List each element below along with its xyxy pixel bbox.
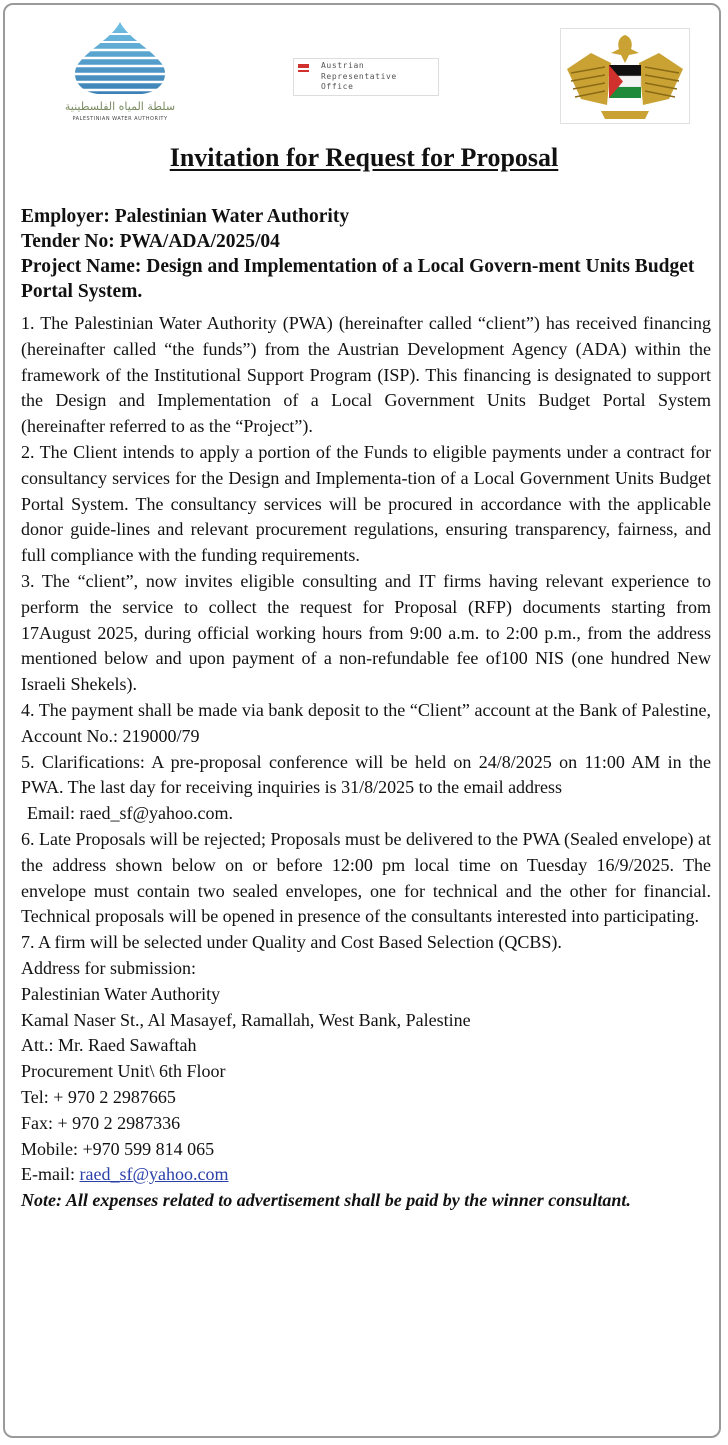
paragraph-7: 7. A firm will be selected under Quality and Cost Based Selection (QCBS). xyxy=(21,932,562,953)
email-link[interactable]: raed_sf@yahoo.com xyxy=(79,1164,229,1185)
advertisement-note: Note: All expenses related to advertisement shall be paid by the winner consultant. xyxy=(21,1190,631,1211)
address-email xyxy=(21,1162,711,1188)
announcement-body xyxy=(21,311,711,1214)
paragraph-1: 1. The Palestinian Water Authority (PWA) (hereinafter called “client”) has received financing (hereinafter called “the funds”) from the Austrian Development Agency (ADA) within the framework of the Institutional Support Program (ISP). This financing is designated to support the Design and Implementation of a Local Government Units Budget Portal System (hereinafter referred to as the “Project”). xyxy=(21,313,711,437)
paragraph-2: 2. The Client intends to apply a portion of the Funds to eligible payments under a contract for consultancy services for the Design and Implementa-tion of a Local Government Units Budget Portal System. The consultancy services will be procured in accordance with the applicable donor guide-lines and relevant procurement regulations, ensuring transparency, fairness, and full compliance with the funding requirements. xyxy=(21,441,711,566)
eagle-emblem-icon xyxy=(561,29,689,123)
pwa-english-name: PALESTINIAN WATER AUTHORITY xyxy=(72,116,168,122)
logo-header xyxy=(0,0,728,140)
paragraph-6: 6. Late Proposals will be rejected; Proposals must be delivered to the PWA (Sealed envelope) at the address shown below on or before 12:00 pm local time on Tuesday 16/9/2025. The envelope must contain two sealed envelopes, one for technical and the other for financial. Technical proposals will be opened in presence of the consultants interested into participating. xyxy=(21,828,711,927)
pwa-arabic-name: سلطة المياه الفلسطينية xyxy=(64,100,176,113)
address-heading: Address for submission: xyxy=(21,957,196,978)
paragraph-4: 4. The payment shall be made via bank deposit to the “Client” account at the Bank of Palestine, Account No.: 219000/79 xyxy=(21,699,711,746)
address-unit: Procurement Unit\ 6th Floor xyxy=(21,1061,226,1082)
address-tel: Tel: + 970 2 2987665 xyxy=(21,1086,176,1107)
pwa-logo xyxy=(36,20,204,128)
tender-number: Tender No: PWA/ADA/2025/04 xyxy=(21,231,280,252)
address-email-label: E-mail: xyxy=(21,1164,80,1185)
address-org: Palestinian Water Authority xyxy=(21,983,221,1004)
address-mobile: Mobile: +970 599 814 065 xyxy=(21,1138,215,1159)
project-name: Project Name: Design and Implementation of a Local Govern-ment Units Budget Portal System. xyxy=(21,256,695,302)
employer-line: Employer: Palestinian Water Authority xyxy=(21,206,350,227)
tender-header xyxy=(21,204,711,304)
palestine-emblem xyxy=(560,28,690,124)
page-title-text: Invitation for Request for Proposal xyxy=(169,143,559,172)
inquiry-email: Email: raed_sf@yahoo.com. xyxy=(27,803,234,824)
austrian-flag-icon xyxy=(298,64,309,72)
paragraph-3: 3. The “client”, now invites eligible consulting and IT firms having relevant experience to perform the service to collect the request for Proposal (RFP) documents starting from 17August 2025, during official working hours from 9:00 a.m. to 2:00 p.m., from the address mentioned below and upon payment of a non-refundable fee of100 NIS (one hundred New Israeli Shekels). xyxy=(21,570,711,695)
address-att: Att.: Mr. Raed Sawaftah xyxy=(21,1035,197,1056)
austrian-office-text: Austrian Representative Office xyxy=(321,61,397,91)
address-fax: Fax: + 970 2 2987336 xyxy=(21,1112,181,1133)
page-title xyxy=(0,143,728,173)
address-street: Kamal Naser St., Al Masayef, Ramallah, West Bank, Palestine xyxy=(21,1009,471,1030)
paragraph-5: 5. Clarifications: A pre-proposal conference will be held on 24/8/2025 on 11:00 AM in the PWA. The last day for receiving inquiries is 31/8/2025 to the email address xyxy=(21,751,711,798)
austrian-office-logo xyxy=(293,58,439,96)
water-drop-icon xyxy=(62,20,178,96)
